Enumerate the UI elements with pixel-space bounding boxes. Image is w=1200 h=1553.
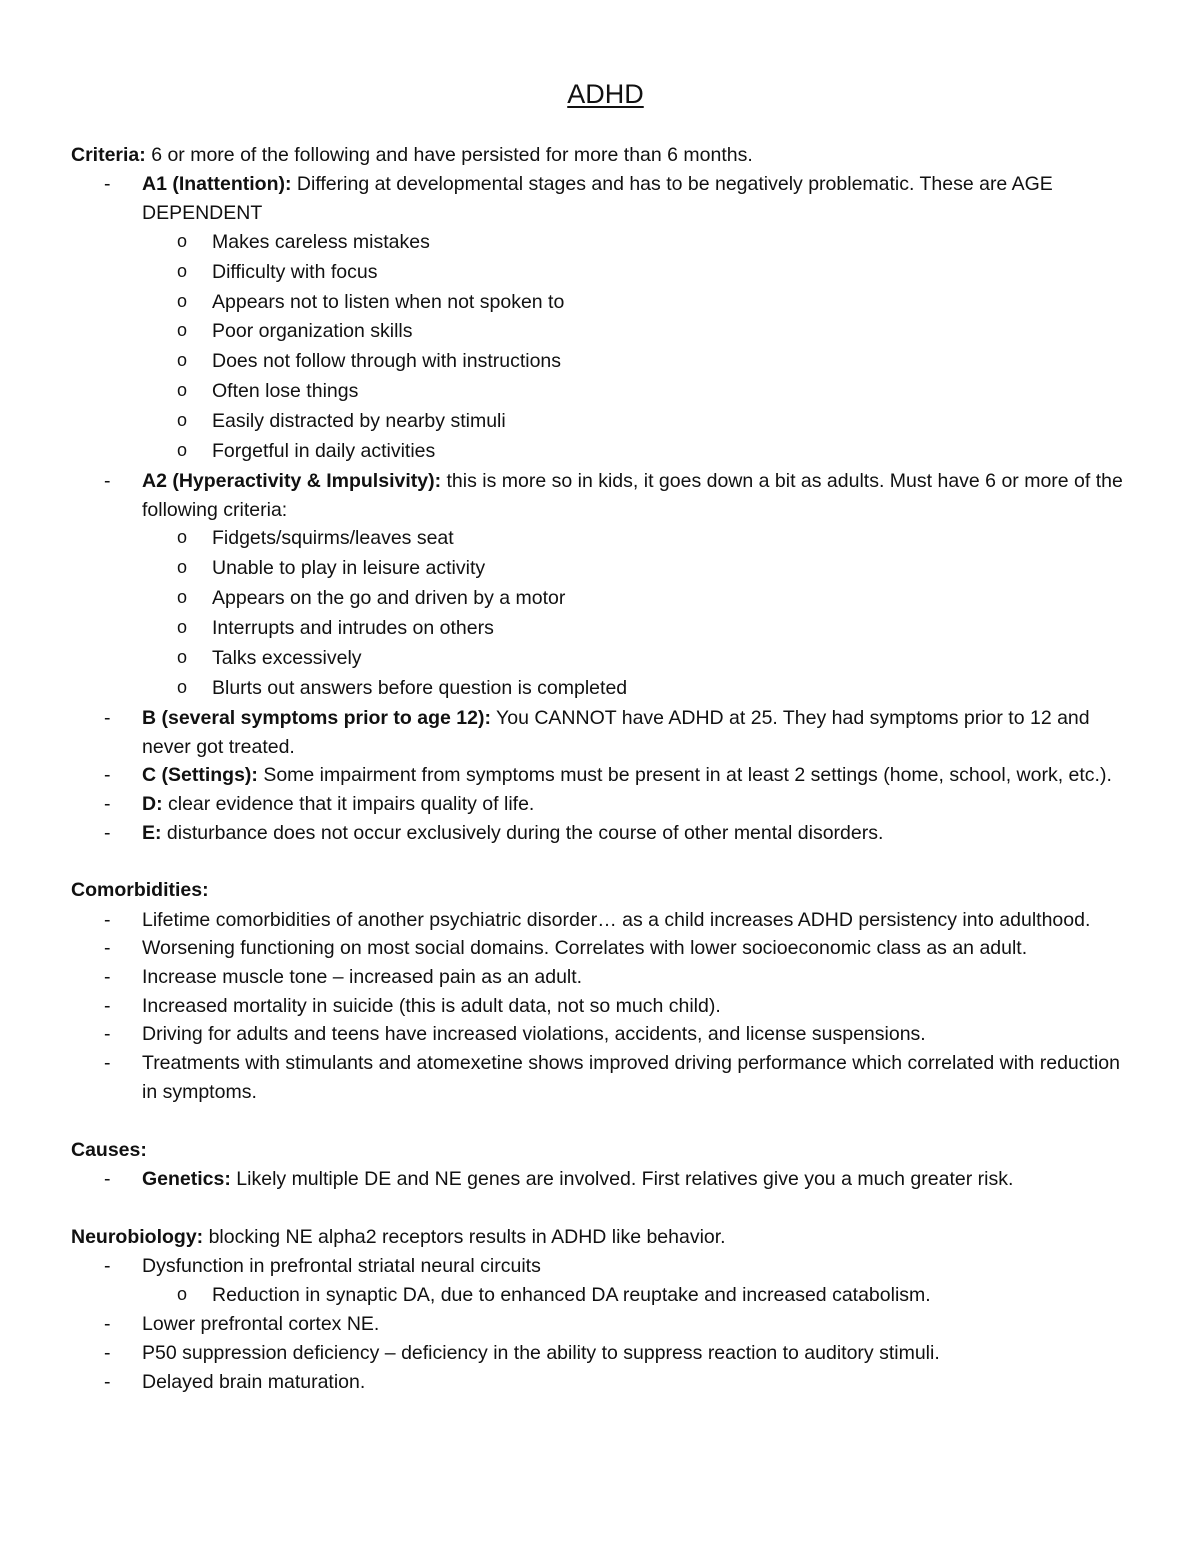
criteria-item-label: A2 (Hyperactivity & Impulsivity): xyxy=(142,469,442,492)
section-spacer xyxy=(71,1107,1140,1136)
criteria-item-label: D: xyxy=(142,792,163,815)
criteria-list xyxy=(71,170,1140,847)
list-item: o Makes careless mistakes xyxy=(71,228,1140,258)
list-item: - Increase muscle tone – increased pain as an adult. xyxy=(71,963,1140,992)
criteria-heading: Criteria: xyxy=(71,144,146,166)
causes-list xyxy=(71,1165,1140,1194)
comorbidities-list xyxy=(71,906,1140,1107)
criteria-item-label: B (several symptoms prior to age 12): xyxy=(142,706,491,729)
list-item: - Driving for adults and teens have increased violations, accidents, and license suspensions. xyxy=(71,1020,1140,1049)
list-item: o Often lose things xyxy=(71,377,1140,407)
criteria-item-e xyxy=(71,819,1140,848)
list-item xyxy=(71,1165,1140,1194)
neurobiology-sublist xyxy=(142,1281,1140,1311)
section-spacer xyxy=(71,1194,1140,1223)
comorbidities-heading: Comorbidities: xyxy=(71,879,209,902)
list-item: o Blurts out answers before question is completed xyxy=(71,674,1140,704)
list-item: - P50 suppression deficiency – deficiency in the ability to suppress reaction to auditory stimuli. xyxy=(71,1339,1140,1368)
list-item: o Difficulty with focus xyxy=(71,258,1140,288)
comorbidities-heading-line xyxy=(71,876,1140,905)
criteria-item-b xyxy=(71,704,1140,761)
comorbidities-section xyxy=(71,876,1140,1106)
criteria-item-label: E: xyxy=(142,821,162,844)
criteria-item-c xyxy=(71,761,1140,790)
criteria-item-label: A1 (Inattention): xyxy=(142,173,292,196)
list-item: o Poor organization skills xyxy=(71,317,1140,347)
criteria-intro: 6 or more of the following and have persisted for more than 6 months. xyxy=(145,144,753,166)
a1-symptom-list xyxy=(142,228,1140,467)
criteria-item-text: disturbance does not occur exclusively during the course of other mental disorders. xyxy=(161,821,884,844)
list-item: o Interrupts and intrudes on others xyxy=(71,614,1140,644)
list-item: - Delayed brain maturation. xyxy=(71,1368,1140,1397)
list-item: o Unable to play in leisure activity xyxy=(71,554,1140,584)
neurobiology-list xyxy=(71,1252,1140,1397)
list-item: - Increased mortality in suicide (this is adult data, not so much child). xyxy=(71,992,1140,1021)
neurobiology-intro: blocking NE alpha2 receptors results in ADHD like behavior. xyxy=(203,1225,726,1248)
list-item: o Reduction in synaptic DA, due to enhanced DA reuptake and increased catabolism. xyxy=(71,1281,1140,1311)
list-item: o Forgetful in daily activities xyxy=(71,437,1140,467)
criteria-item-a1 xyxy=(71,170,1140,467)
neurobiology-item-text: Dysfunction in prefrontal striatal neural circuits xyxy=(142,1254,541,1277)
criteria-item-text: Some impairment from symptoms must be present in at least 2 settings (home, school, work, etc.). xyxy=(257,764,1112,787)
list-item xyxy=(71,1252,1140,1311)
criteria-item-text: You CANNOT have ADHD at 25. They had symptoms prior to 12 and never got treated. xyxy=(142,706,1090,758)
criteria-item-text: this is more so in kids, it goes down a bit as adults. Must have 6 or more of the following criteria: xyxy=(142,469,1123,521)
neurobiology-heading-line xyxy=(71,1223,1140,1252)
criteria-heading-line xyxy=(71,141,1140,170)
list-item: o Does not follow through with instructions xyxy=(71,347,1140,377)
list-item: - Worsening functioning on most social domains. Correlates with lower socioeconomic class as an adult. xyxy=(71,934,1140,963)
neurobiology-heading: Neurobiology: xyxy=(71,1225,204,1248)
causes-item-label: Genetics: xyxy=(142,1167,231,1190)
document-title: ADHD xyxy=(567,79,644,109)
causes-heading-line xyxy=(71,1136,1140,1165)
causes-heading: Causes: xyxy=(71,1138,147,1161)
list-item: o Easily distracted by nearby stimuli xyxy=(71,407,1140,437)
causes-section xyxy=(71,1136,1140,1194)
criteria-item-d xyxy=(71,790,1140,819)
criteria-item-text: Differing at developmental stages and has to be negatively problematic. These are AGE DEPENDENT xyxy=(142,173,1053,224)
causes-item-text: Likely multiple DE and NE genes are involved. First relatives give you a much greater risk. xyxy=(230,1167,1014,1190)
list-item: - Treatments with stimulants and atomexetine shows improved driving performance which correlated with reduction in symptoms. xyxy=(71,1049,1140,1106)
a2-symptom-list xyxy=(142,524,1140,703)
criteria-item-label: C (Settings): xyxy=(142,764,258,787)
list-item: o Appears not to listen when not spoken to xyxy=(71,288,1140,318)
section-spacer xyxy=(71,847,1140,876)
list-item: - Lifetime comorbidities of another psychiatric disorder… as a child increases ADHD persistency into adulthood. xyxy=(71,906,1140,935)
list-item: o Talks excessively xyxy=(71,644,1140,674)
criteria-section xyxy=(71,141,1140,847)
list-item: - Lower prefrontal cortex NE. xyxy=(71,1310,1140,1339)
list-item: o Appears on the go and driven by a motor xyxy=(71,584,1140,614)
list-item: o Fidgets/squirms/leaves seat xyxy=(71,524,1140,554)
criteria-item-text: clear evidence that it impairs quality of life. xyxy=(162,792,535,815)
criteria-item-a2 xyxy=(71,467,1140,704)
neurobiology-section xyxy=(71,1223,1140,1397)
